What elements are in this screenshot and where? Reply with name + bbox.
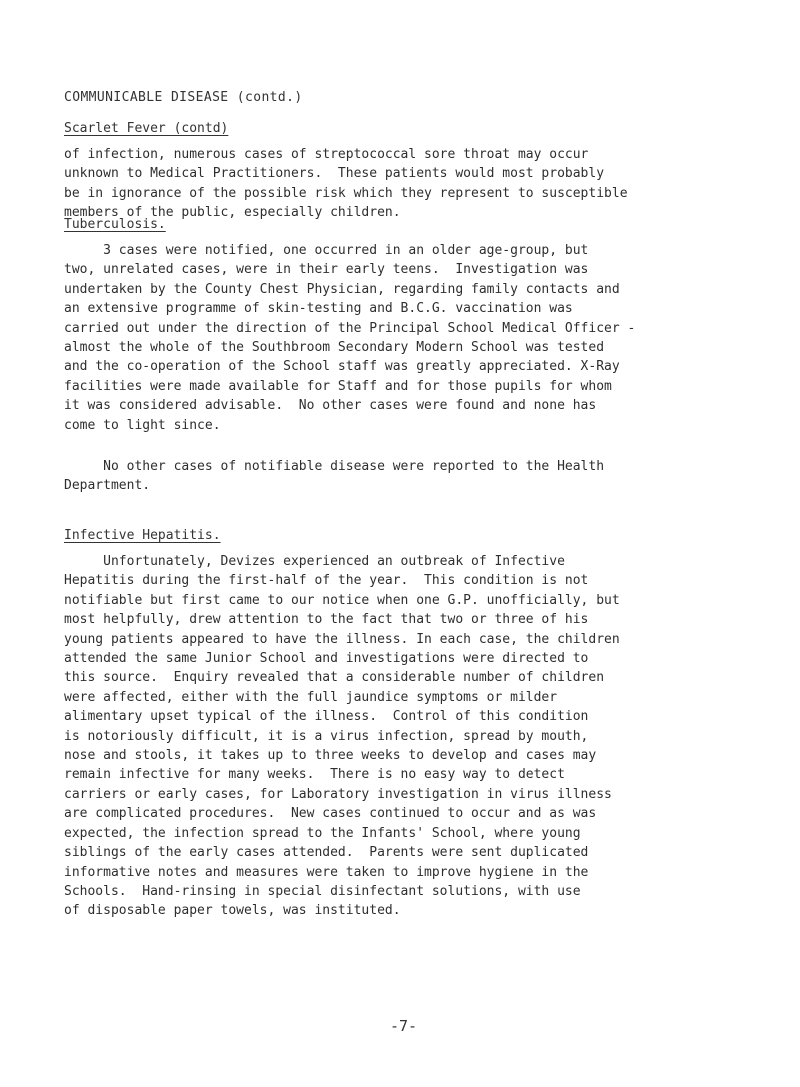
page-number: -7- [390,1017,418,1035]
other-diseases-paragraph: No other cases of notifiable disease were reported to the Health Department. [64,459,605,494]
scarlet-fever-paragraph: of infection, numerous cases of streptococcal sore throat may occur unknown to Medical Practitioners. These patients would most probably be in ignorance of the possible risk which they represent to susceptible members of the public, especially children. [64,147,628,221]
infective-hepatitis-paragraph: Unfortunately, Devizes experienced an outbreak of Infective Hepatitis during the first-half of the year. This condition is not notifiable but first came to our notice when one G.P. unofficially, but most helpfully, drew attention to the fact that two or three of his young patients appeared to have the illness. In each case, the children attended the same Junior School and investigations were directed to this source. Enquiry revealed that a considerable number of children were affected, either with the full jaundice symptoms or milder alimentary upset typical of the illness. Control of this condition is notoriously difficult, it is a virus infection, spread by mouth, nose and stools, it takes up to three weeks to develop and cases may remain infective for many weeks. There is no easy way to detect carriers or early cases, for Laboratory investigation in virus illness are complicated procedures. New cases continued to occur and as was expected, the infection spread to the Infants' School, where young siblings of the early cases attended. Parents were sent duplicated informative notes and measures were taken to improve hygiene in the Schools. Hand-rinsing in special disinfectant solutions, with use of disposable paper towels, was instituted. [64,554,620,919]
tuberculosis-heading: Tuberculosis. [64,217,166,232]
scarlet-fever-heading: Scarlet Fever (contd) [64,121,229,136]
running-head: COMMUNICABLE DISEASE (contd.) [64,90,303,105]
infective-hepatitis-heading: Infective Hepatitis. [64,528,221,543]
tuberculosis-paragraph: 3 cases were notified, one occurred in an older age-group, but two, unrelated cases, were in their early teens. Investigation was undertaken by the County Chest Physician, regarding family contacts and an extensive programme of skin-testing and B.C.G. vaccination was carried out under the direction of the Principal School Medical Officer - almost the whole of the Southbroom Secondary Modern School was tested and the co-operation of the School staff was greatly appreciated. X-Ray facilities were made available for Staff and for those pupils for whom it was considered advisable. No other cases were found and none has come to light since. [64,243,636,433]
